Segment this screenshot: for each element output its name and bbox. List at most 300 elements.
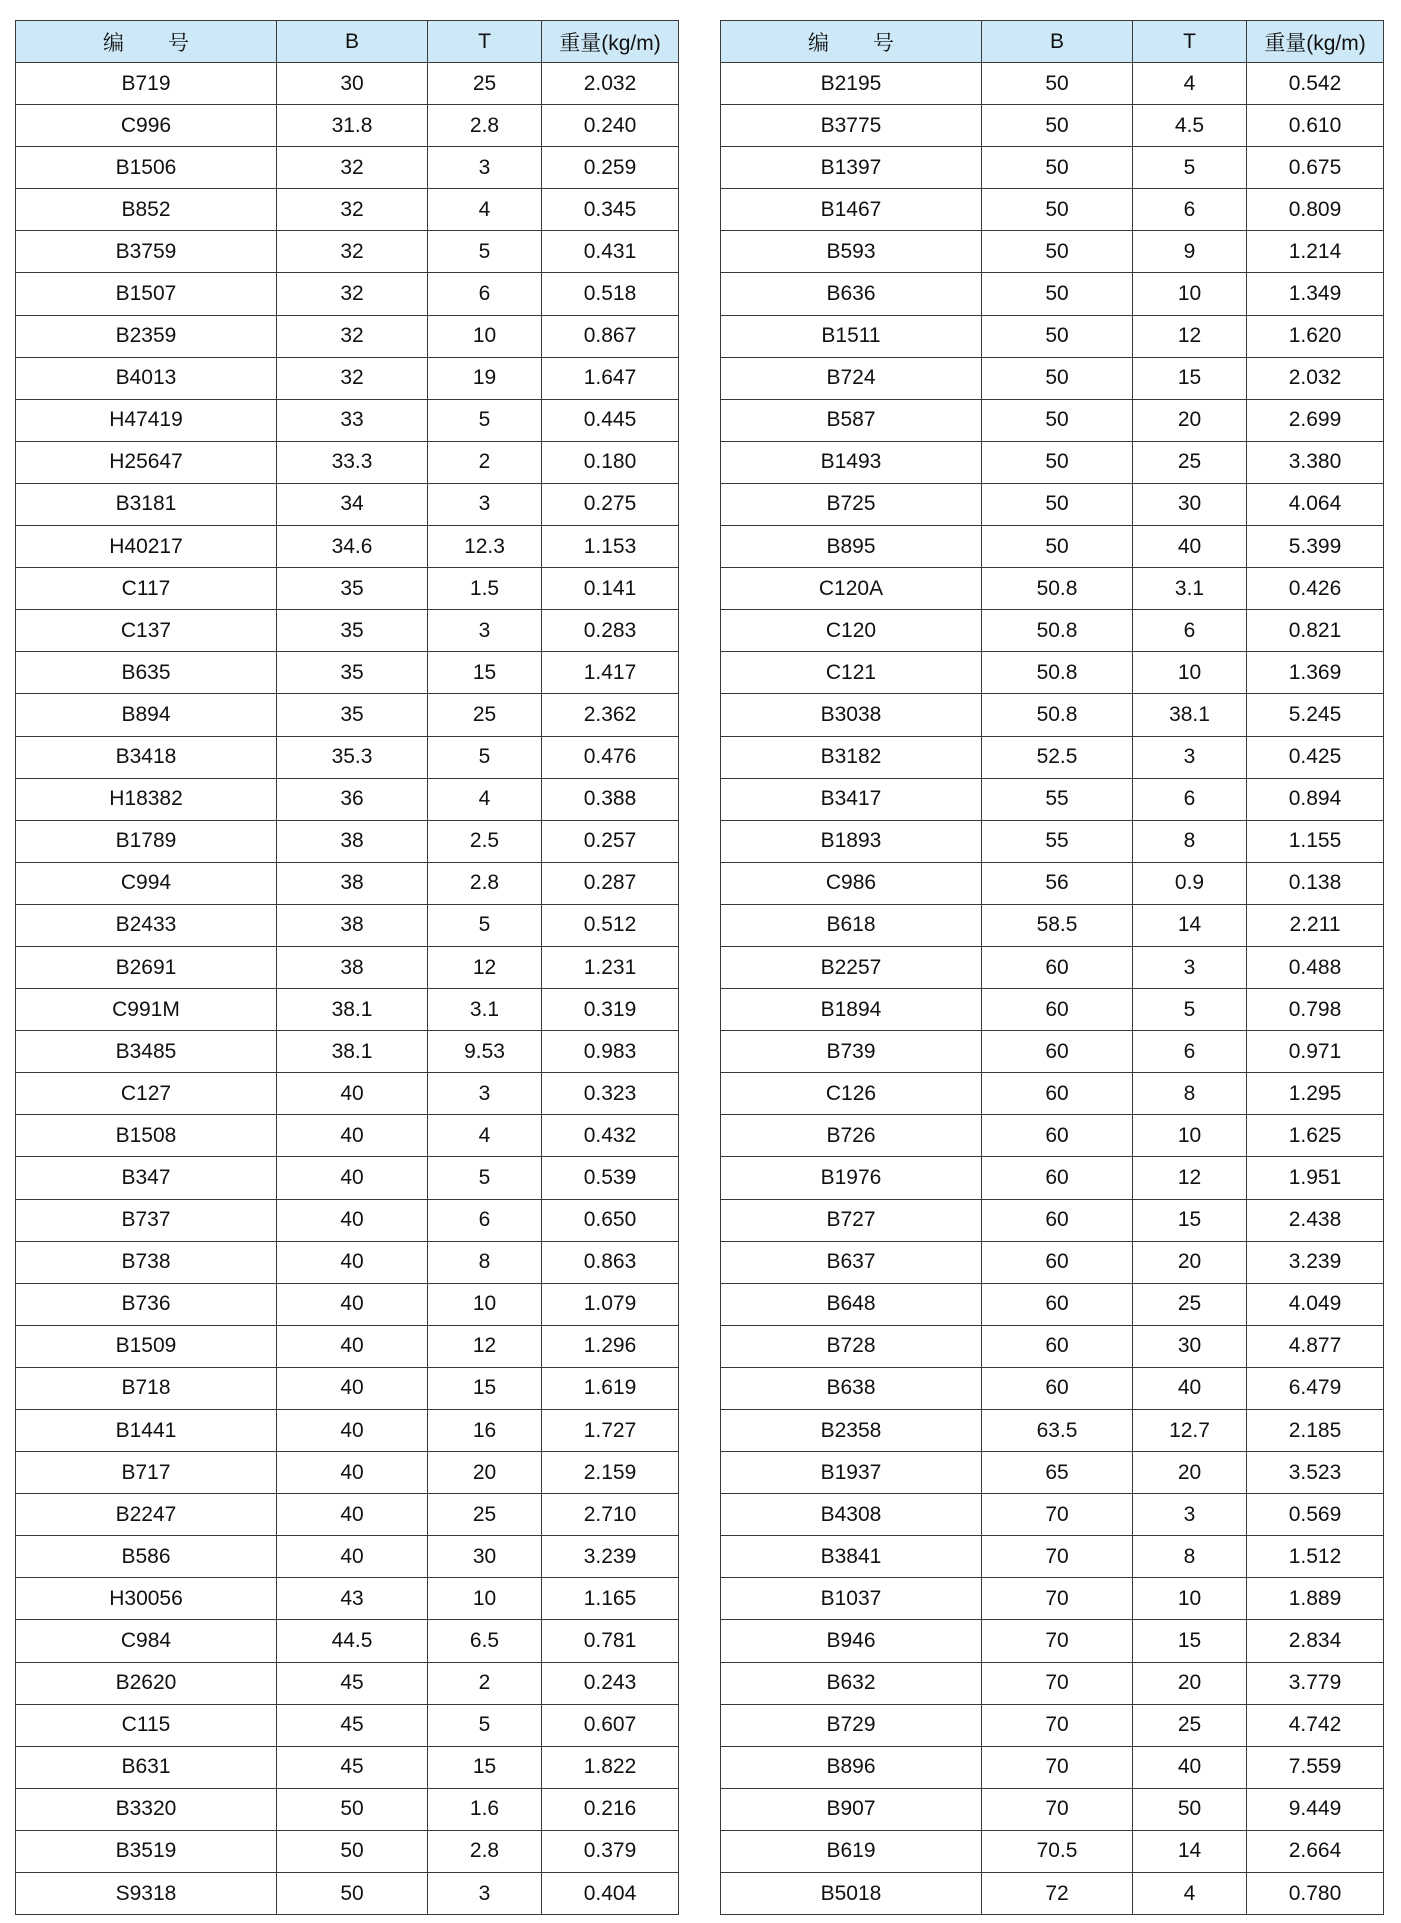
cell-weight: 1.296 bbox=[542, 1325, 679, 1367]
table-row bbox=[16, 989, 679, 1031]
cell-code: B737 bbox=[16, 1199, 277, 1241]
cell-b: 60 bbox=[982, 1241, 1133, 1283]
table-row bbox=[721, 1788, 1384, 1830]
cell-weight: 0.809 bbox=[1247, 189, 1384, 231]
table-row bbox=[721, 1283, 1384, 1325]
cell-t: 9.53 bbox=[428, 1031, 542, 1073]
cell-code: B727 bbox=[721, 1199, 982, 1241]
cell-t: 4 bbox=[1133, 1873, 1247, 1915]
cell-b: 32 bbox=[277, 273, 428, 315]
cell-weight: 0.432 bbox=[542, 1115, 679, 1157]
cell-weight: 0.780 bbox=[1247, 1873, 1384, 1915]
cell-t: 10 bbox=[1133, 652, 1247, 694]
cell-weight: 3.239 bbox=[542, 1536, 679, 1578]
cell-weight: 1.165 bbox=[542, 1578, 679, 1620]
cell-code: C984 bbox=[16, 1620, 277, 1662]
cell-weight: 1.079 bbox=[542, 1283, 679, 1325]
cell-code: B1507 bbox=[16, 273, 277, 315]
cell-weight: 1.369 bbox=[1247, 652, 1384, 694]
cell-code: H40217 bbox=[16, 526, 277, 568]
cell-code: H25647 bbox=[16, 441, 277, 483]
cell-weight: 0.283 bbox=[542, 610, 679, 652]
table-row bbox=[16, 63, 679, 105]
cell-b: 35 bbox=[277, 694, 428, 736]
cell-t: 10 bbox=[1133, 1115, 1247, 1157]
cell-b: 70 bbox=[982, 1620, 1133, 1662]
cell-b: 50.8 bbox=[982, 568, 1133, 610]
table-row bbox=[16, 1073, 679, 1115]
header-code-char-2: 号 bbox=[168, 31, 189, 55]
cell-b: 36 bbox=[277, 778, 428, 820]
table-row bbox=[16, 1410, 679, 1452]
header-weight: 重量(kg/m) bbox=[542, 21, 679, 63]
cell-code: B1037 bbox=[721, 1578, 982, 1620]
cell-code: B1789 bbox=[16, 820, 277, 862]
cell-code: B632 bbox=[721, 1662, 982, 1704]
cell-code: B894 bbox=[16, 694, 277, 736]
cell-weight: 2.834 bbox=[1247, 1620, 1384, 1662]
table-row bbox=[16, 904, 679, 946]
cell-weight: 0.287 bbox=[542, 862, 679, 904]
cell-code: C121 bbox=[721, 652, 982, 694]
table-row bbox=[16, 1704, 679, 1746]
cell-b: 70 bbox=[982, 1704, 1133, 1746]
cell-b: 32 bbox=[277, 231, 428, 273]
cell-code: C127 bbox=[16, 1073, 277, 1115]
cell-weight: 0.983 bbox=[542, 1031, 679, 1073]
table-row bbox=[721, 736, 1384, 778]
cell-t: 5 bbox=[428, 399, 542, 441]
cell-b: 50 bbox=[982, 105, 1133, 147]
cell-t: 10 bbox=[428, 1283, 542, 1325]
cell-b: 44.5 bbox=[277, 1620, 428, 1662]
cell-code: H47419 bbox=[16, 399, 277, 441]
cell-b: 35.3 bbox=[277, 736, 428, 778]
cell-weight: 0.259 bbox=[542, 147, 679, 189]
cell-b: 40 bbox=[277, 1241, 428, 1283]
cell-weight: 0.240 bbox=[542, 105, 679, 147]
cell-b: 50 bbox=[982, 63, 1133, 105]
cell-t: 6 bbox=[1133, 1031, 1247, 1073]
cell-t: 30 bbox=[428, 1536, 542, 1578]
cell-weight: 0.650 bbox=[542, 1199, 679, 1241]
table-row bbox=[721, 273, 1384, 315]
cell-weight: 5.245 bbox=[1247, 694, 1384, 736]
table-row bbox=[721, 441, 1384, 483]
cell-t: 15 bbox=[428, 1367, 542, 1409]
cell-weight: 0.798 bbox=[1247, 989, 1384, 1031]
cell-b: 60 bbox=[982, 1073, 1133, 1115]
cell-code: B593 bbox=[721, 231, 982, 273]
table-row bbox=[721, 652, 1384, 694]
header-b: B bbox=[982, 21, 1133, 63]
cell-t: 12.3 bbox=[428, 526, 542, 568]
cell-b: 50 bbox=[982, 526, 1133, 568]
cell-t: 3.1 bbox=[428, 989, 542, 1031]
table-row bbox=[721, 399, 1384, 441]
table-row bbox=[721, 1620, 1384, 1662]
cell-t: 6 bbox=[428, 273, 542, 315]
cell-code: B1894 bbox=[721, 989, 982, 1031]
cell-b: 32 bbox=[277, 147, 428, 189]
cell-code: B3038 bbox=[721, 694, 982, 736]
cell-code: B1397 bbox=[721, 147, 982, 189]
cell-weight: 0.675 bbox=[1247, 147, 1384, 189]
cell-weight: 3.380 bbox=[1247, 441, 1384, 483]
cell-code: H30056 bbox=[16, 1578, 277, 1620]
cell-code: B586 bbox=[16, 1536, 277, 1578]
table-row bbox=[721, 1830, 1384, 1872]
cell-weight: 2.159 bbox=[542, 1452, 679, 1494]
table-row bbox=[16, 610, 679, 652]
cell-t: 5 bbox=[428, 904, 542, 946]
right-table-body bbox=[721, 63, 1384, 1915]
cell-t: 3 bbox=[428, 1873, 542, 1915]
table-row bbox=[721, 1536, 1384, 1578]
cell-t: 20 bbox=[1133, 399, 1247, 441]
cell-b: 45 bbox=[277, 1662, 428, 1704]
cell-code: H18382 bbox=[16, 778, 277, 820]
cell-b: 38 bbox=[277, 862, 428, 904]
cell-weight: 9.449 bbox=[1247, 1788, 1384, 1830]
cell-weight: 0.379 bbox=[542, 1830, 679, 1872]
table-row bbox=[16, 946, 679, 988]
cell-b: 50.8 bbox=[982, 652, 1133, 694]
cell-code: B1509 bbox=[16, 1325, 277, 1367]
cell-b: 70 bbox=[982, 1494, 1133, 1536]
table-row bbox=[16, 189, 679, 231]
cell-b: 50.8 bbox=[982, 694, 1133, 736]
table-row bbox=[16, 231, 679, 273]
cell-code: C991M bbox=[16, 989, 277, 1031]
cell-weight: 1.231 bbox=[542, 946, 679, 988]
table-row bbox=[16, 147, 679, 189]
cell-b: 32 bbox=[277, 357, 428, 399]
cell-b: 33.3 bbox=[277, 441, 428, 483]
table-row bbox=[721, 1031, 1384, 1073]
cell-b: 65 bbox=[982, 1452, 1133, 1494]
cell-weight: 1.295 bbox=[1247, 1073, 1384, 1115]
cell-code: B347 bbox=[16, 1157, 277, 1199]
table-row bbox=[721, 231, 1384, 273]
header-row bbox=[16, 21, 679, 63]
cell-code: B3182 bbox=[721, 736, 982, 778]
cell-t: 20 bbox=[1133, 1452, 1247, 1494]
cell-b: 70 bbox=[982, 1662, 1133, 1704]
cell-b: 63.5 bbox=[982, 1410, 1133, 1452]
cell-b: 35 bbox=[277, 652, 428, 694]
cell-b: 50.8 bbox=[982, 610, 1133, 652]
table-row bbox=[721, 526, 1384, 568]
cell-b: 50 bbox=[982, 147, 1133, 189]
cell-t: 2.5 bbox=[428, 820, 542, 862]
cell-b: 72 bbox=[982, 1873, 1133, 1915]
cell-code: B1493 bbox=[721, 441, 982, 483]
cell-t: 20 bbox=[1133, 1241, 1247, 1283]
cell-t: 30 bbox=[1133, 1325, 1247, 1367]
cell-weight: 0.539 bbox=[542, 1157, 679, 1199]
table-row bbox=[721, 63, 1384, 105]
cell-code: B725 bbox=[721, 483, 982, 525]
cell-weight: 2.185 bbox=[1247, 1410, 1384, 1452]
cell-t: 25 bbox=[428, 1494, 542, 1536]
cell-weight: 0.404 bbox=[542, 1873, 679, 1915]
cell-b: 38 bbox=[277, 904, 428, 946]
cell-t: 1.5 bbox=[428, 568, 542, 610]
table-row bbox=[16, 1620, 679, 1662]
cell-code: C986 bbox=[721, 862, 982, 904]
cell-b: 38.1 bbox=[277, 1031, 428, 1073]
left-spec-table bbox=[15, 20, 679, 1915]
cell-b: 52.5 bbox=[982, 736, 1133, 778]
cell-b: 50 bbox=[982, 273, 1133, 315]
cell-weight: 4.064 bbox=[1247, 483, 1384, 525]
cell-weight: 1.889 bbox=[1247, 1578, 1384, 1620]
cell-code: B739 bbox=[721, 1031, 982, 1073]
cell-t: 9 bbox=[1133, 231, 1247, 273]
cell-b: 58.5 bbox=[982, 904, 1133, 946]
cell-t: 5 bbox=[428, 1704, 542, 1746]
cell-code: B3485 bbox=[16, 1031, 277, 1073]
cell-code: B4308 bbox=[721, 1494, 982, 1536]
table-row bbox=[16, 820, 679, 862]
cell-weight: 3.523 bbox=[1247, 1452, 1384, 1494]
cell-t: 5 bbox=[428, 231, 542, 273]
cell-t: 2.8 bbox=[428, 1830, 542, 1872]
cell-t: 5 bbox=[1133, 989, 1247, 1031]
cell-weight: 0.512 bbox=[542, 904, 679, 946]
cell-b: 34 bbox=[277, 483, 428, 525]
cell-t: 25 bbox=[428, 63, 542, 105]
cell-weight: 3.779 bbox=[1247, 1662, 1384, 1704]
table-row bbox=[16, 483, 679, 525]
cell-b: 40 bbox=[277, 1367, 428, 1409]
cell-weight: 0.542 bbox=[1247, 63, 1384, 105]
cell-b: 70 bbox=[982, 1578, 1133, 1620]
cell-t: 8 bbox=[428, 1241, 542, 1283]
cell-code: B2359 bbox=[16, 315, 277, 357]
cell-code: B587 bbox=[721, 399, 982, 441]
cell-t: 3 bbox=[428, 483, 542, 525]
header-code bbox=[721, 21, 982, 63]
cell-t: 3 bbox=[1133, 736, 1247, 778]
cell-t: 14 bbox=[1133, 904, 1247, 946]
cell-b: 50 bbox=[982, 357, 1133, 399]
cell-weight: 4.742 bbox=[1247, 1704, 1384, 1746]
cell-b: 56 bbox=[982, 862, 1133, 904]
cell-t: 10 bbox=[1133, 1578, 1247, 1620]
cell-weight: 0.607 bbox=[542, 1704, 679, 1746]
cell-code: B4013 bbox=[16, 357, 277, 399]
table-row bbox=[721, 315, 1384, 357]
table-row bbox=[721, 1241, 1384, 1283]
cell-b: 50 bbox=[982, 231, 1133, 273]
header-code-char-2: 号 bbox=[873, 31, 894, 55]
cell-code: B895 bbox=[721, 526, 982, 568]
cell-t: 1.6 bbox=[428, 1788, 542, 1830]
cell-weight: 1.620 bbox=[1247, 315, 1384, 357]
cell-t: 3 bbox=[428, 1073, 542, 1115]
cell-weight: 0.180 bbox=[542, 441, 679, 483]
table-row bbox=[16, 1199, 679, 1241]
cell-t: 5 bbox=[428, 736, 542, 778]
cell-code: B736 bbox=[16, 1283, 277, 1325]
table-row bbox=[16, 1494, 679, 1536]
cell-b: 45 bbox=[277, 1704, 428, 1746]
table-row bbox=[721, 1199, 1384, 1241]
cell-t: 10 bbox=[1133, 273, 1247, 315]
table-row bbox=[721, 1494, 1384, 1536]
cell-weight: 0.431 bbox=[542, 231, 679, 273]
header-t: T bbox=[428, 21, 542, 63]
cell-b: 55 bbox=[982, 820, 1133, 862]
cell-code: B1511 bbox=[721, 315, 982, 357]
cell-weight: 4.049 bbox=[1247, 1283, 1384, 1325]
cell-code: B1467 bbox=[721, 189, 982, 231]
cell-code: B3519 bbox=[16, 1830, 277, 1872]
cell-weight: 2.699 bbox=[1247, 399, 1384, 441]
cell-code: B2620 bbox=[16, 1662, 277, 1704]
cell-t: 10 bbox=[428, 1578, 542, 1620]
cell-b: 50 bbox=[277, 1830, 428, 1872]
cell-weight: 1.727 bbox=[542, 1410, 679, 1452]
cell-t: 2 bbox=[428, 1662, 542, 1704]
cell-code: B717 bbox=[16, 1452, 277, 1494]
cell-t: 30 bbox=[1133, 483, 1247, 525]
cell-b: 70 bbox=[982, 1746, 1133, 1788]
cell-b: 60 bbox=[982, 989, 1133, 1031]
cell-code: B2195 bbox=[721, 63, 982, 105]
cell-b: 50 bbox=[982, 441, 1133, 483]
cell-weight: 0.488 bbox=[1247, 946, 1384, 988]
cell-b: 40 bbox=[277, 1536, 428, 1578]
cell-t: 6 bbox=[1133, 778, 1247, 820]
cell-code: C994 bbox=[16, 862, 277, 904]
cell-code: B648 bbox=[721, 1283, 982, 1325]
table-row bbox=[721, 1157, 1384, 1199]
cell-t: 25 bbox=[428, 694, 542, 736]
cell-t: 3 bbox=[1133, 1494, 1247, 1536]
cell-code: B3775 bbox=[721, 105, 982, 147]
cell-t: 4 bbox=[1133, 63, 1247, 105]
cell-weight: 0.569 bbox=[1247, 1494, 1384, 1536]
cell-weight: 0.323 bbox=[542, 1073, 679, 1115]
table-row bbox=[16, 694, 679, 736]
cell-t: 6 bbox=[1133, 610, 1247, 652]
cell-b: 60 bbox=[982, 1031, 1133, 1073]
table-row bbox=[721, 946, 1384, 988]
cell-t: 15 bbox=[428, 652, 542, 694]
cell-weight: 2.710 bbox=[542, 1494, 679, 1536]
table-row bbox=[721, 1746, 1384, 1788]
cell-b: 40 bbox=[277, 1494, 428, 1536]
cell-b: 50 bbox=[982, 315, 1133, 357]
table-row bbox=[721, 1704, 1384, 1746]
cell-code: B896 bbox=[721, 1746, 982, 1788]
cell-t: 25 bbox=[1133, 441, 1247, 483]
cell-t: 12 bbox=[428, 946, 542, 988]
cell-t: 14 bbox=[1133, 1830, 1247, 1872]
table-row bbox=[721, 189, 1384, 231]
cell-code: B635 bbox=[16, 652, 277, 694]
cell-b: 32 bbox=[277, 189, 428, 231]
cell-weight: 0.345 bbox=[542, 189, 679, 231]
cell-t: 2 bbox=[428, 441, 542, 483]
cell-t: 6.5 bbox=[428, 1620, 542, 1662]
table-row bbox=[721, 904, 1384, 946]
cell-b: 40 bbox=[277, 1283, 428, 1325]
table-row bbox=[721, 862, 1384, 904]
cell-code: B636 bbox=[721, 273, 982, 315]
table-row bbox=[721, 694, 1384, 736]
table-row bbox=[721, 989, 1384, 1031]
cell-code: B852 bbox=[16, 189, 277, 231]
cell-b: 30 bbox=[277, 63, 428, 105]
table-row bbox=[721, 820, 1384, 862]
cell-code: B726 bbox=[721, 1115, 982, 1157]
header-code-char-1: 编 bbox=[808, 31, 829, 55]
cell-t: 8 bbox=[1133, 1073, 1247, 1115]
cell-t: 12.7 bbox=[1133, 1410, 1247, 1452]
table-row bbox=[721, 1452, 1384, 1494]
cell-weight: 0.821 bbox=[1247, 610, 1384, 652]
header-code-char-1: 编 bbox=[103, 31, 124, 55]
cell-b: 40 bbox=[277, 1452, 428, 1494]
table-row bbox=[721, 1115, 1384, 1157]
cell-code: C117 bbox=[16, 568, 277, 610]
cell-weight: 0.971 bbox=[1247, 1031, 1384, 1073]
cell-b: 60 bbox=[982, 1199, 1133, 1241]
table-row bbox=[721, 357, 1384, 399]
cell-weight: 0.610 bbox=[1247, 105, 1384, 147]
cell-code: C120 bbox=[721, 610, 982, 652]
cell-b: 50 bbox=[982, 399, 1133, 441]
cell-weight: 0.426 bbox=[1247, 568, 1384, 610]
cell-t: 15 bbox=[1133, 1199, 1247, 1241]
table-row bbox=[16, 1325, 679, 1367]
header-row bbox=[721, 21, 1384, 63]
cell-code: S9318 bbox=[16, 1873, 277, 1915]
cell-code: B3841 bbox=[721, 1536, 982, 1578]
cell-b: 50 bbox=[277, 1788, 428, 1830]
cell-b: 38.1 bbox=[277, 989, 428, 1031]
cell-code: B3417 bbox=[721, 778, 982, 820]
cell-weight: 1.822 bbox=[542, 1746, 679, 1788]
cell-b: 40 bbox=[277, 1199, 428, 1241]
table-row bbox=[16, 1830, 679, 1872]
cell-t: 40 bbox=[1133, 1746, 1247, 1788]
cell-weight: 1.625 bbox=[1247, 1115, 1384, 1157]
cell-t: 20 bbox=[428, 1452, 542, 1494]
cell-weight: 0.863 bbox=[542, 1241, 679, 1283]
cell-b: 32 bbox=[277, 315, 428, 357]
table-row bbox=[16, 1452, 679, 1494]
cell-weight: 4.877 bbox=[1247, 1325, 1384, 1367]
table-row bbox=[16, 399, 679, 441]
cell-code: B5018 bbox=[721, 1873, 982, 1915]
cell-b: 60 bbox=[982, 1283, 1133, 1325]
cell-weight: 1.512 bbox=[1247, 1536, 1384, 1578]
cell-t: 5 bbox=[1133, 147, 1247, 189]
cell-t: 5 bbox=[428, 1157, 542, 1199]
cell-t: 4.5 bbox=[1133, 105, 1247, 147]
cell-b: 60 bbox=[982, 1367, 1133, 1409]
cell-code: B3418 bbox=[16, 736, 277, 778]
header-weight: 重量(kg/m) bbox=[1247, 21, 1384, 63]
cell-code: C126 bbox=[721, 1073, 982, 1115]
cell-t: 2.8 bbox=[428, 862, 542, 904]
cell-weight: 0.894 bbox=[1247, 778, 1384, 820]
